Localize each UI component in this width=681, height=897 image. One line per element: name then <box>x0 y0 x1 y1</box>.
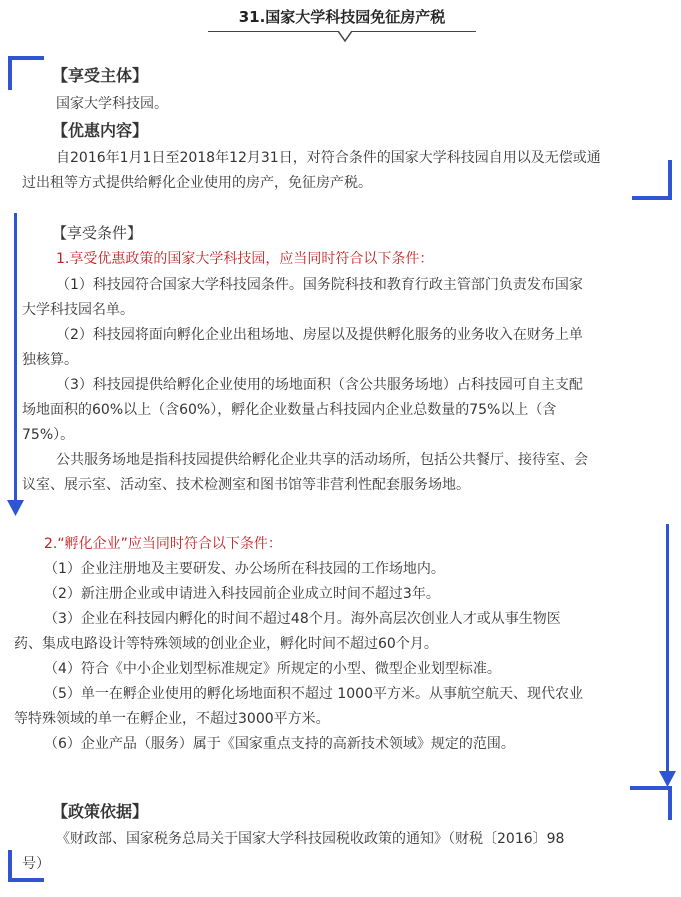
basis-line-2: 号） <box>22 856 50 872</box>
basis-heading: 【政策依据】 <box>52 802 149 821</box>
condition-item-3-line-2: 场地面积的60%以上（含60%），孵化企业数量占科技园内企业总数量的75%以上（含 <box>22 402 557 418</box>
conditions-part1-title: 1.享受优惠政策的国家大学科技园，应当同时符合以下条件： <box>56 251 434 267</box>
left-arrow-line <box>14 213 17 505</box>
condition-item-3-line-1: （3）科技园提供给孵化企业使用的场地面积（含公共服务场地）占科技园可自主支配 <box>56 377 583 393</box>
incubator-item-3-line-1: （3）企业在科技园内孵化的时间不超过48个月。海外高层次创业人才或从事生物医 <box>44 611 561 627</box>
right-arrow-line <box>666 524 669 776</box>
condition-item-3-line-3: 75%）。 <box>22 427 75 443</box>
content-line-1: 自2016年1月1日至2018年12月31日，对符合条件的国家大学科技园自用以及无偿或通 <box>56 150 601 166</box>
incubator-item-2: （2）新注册企业或申请进入科技园前企业成立时间不超过3年。 <box>44 586 440 602</box>
content-line-2: 过出租等方式提供给孵化企业使用的房产，免征房产税。 <box>22 175 372 191</box>
incubator-item-5-line-2: 等特殊领域的单一在孵企业，不超过3000平方米。 <box>14 711 330 727</box>
corner-bracket-right <box>668 160 672 200</box>
subject-body: 国家大学科技园。 <box>56 96 168 112</box>
arrow-down-icon <box>659 771 676 787</box>
incubator-item-5-line-1: （5）单一在孵企业使用的孵化场地面积不超过 1000平方米。从事航空航天、现代农业 <box>44 686 583 702</box>
arrow-down-icon <box>7 500 24 516</box>
corner-bracket-bottom-right-bar <box>630 786 672 790</box>
condition-note-line-1: 公共服务场地是指科技园提供给孵化企业共享的活动场所，包括公共餐厅、接待室、会 <box>56 452 588 468</box>
corner-bracket-bottom-right <box>668 786 672 820</box>
title-banner <box>208 4 476 44</box>
title-pointer-icon <box>338 31 352 45</box>
condition-item-1-line-1: （1）科技园符合国家大学科技园条件。国务院科技和教育行政主管部门负责发布国家 <box>56 277 583 293</box>
condition-item-2-line-1: （2）科技园将面向孵化企业出租场地、房屋以及提供孵化服务的业务收入在财务上单 <box>56 327 583 343</box>
incubator-item-1: （1）企业注册地及主要研发、办公场所在科技园的工作场地内。 <box>44 561 445 577</box>
condition-item-2-line-2: 独核算。 <box>22 352 78 368</box>
page-title: 31.国家大学科技园免征房产税 <box>238 8 446 26</box>
corner-bracket-bottom-left-bar <box>8 878 44 882</box>
conditions-heading: 【享受条件】 <box>52 224 143 242</box>
incubator-item-4: （4）符合《中小企业划型标准规定》所规定的小型、微型企业划型标准。 <box>44 661 501 677</box>
conditions-part2-title: 2.“孵化企业”应当同时符合以下条件： <box>44 536 282 552</box>
corner-bracket-top-left <box>8 56 12 90</box>
corner-bracket-right-bar <box>632 196 672 200</box>
condition-note-line-2: 议室、展示室、活动室、技术检测室和图书馆等非营利性配套服务场地。 <box>22 477 470 493</box>
subject-heading: 【享受主体】 <box>52 66 149 85</box>
incubator-item-3-line-2: 药、集成电路设计等特殊领域的创业企业，孵化时间不超过60个月。 <box>14 636 438 652</box>
content-heading: 【优惠内容】 <box>52 121 149 140</box>
corner-bracket-top-left-bar <box>8 56 44 60</box>
condition-item-1-line-2: 大学科技园名单。 <box>22 302 134 318</box>
basis-line-1: 《财政部、国家税务总局关于国家大学科技园税收政策的通知》（财税〔2016〕98 <box>56 831 565 847</box>
incubator-item-6: （6）企业产品（服务）属于《国家重点支持的高新技术领域》规定的范围。 <box>44 736 515 752</box>
